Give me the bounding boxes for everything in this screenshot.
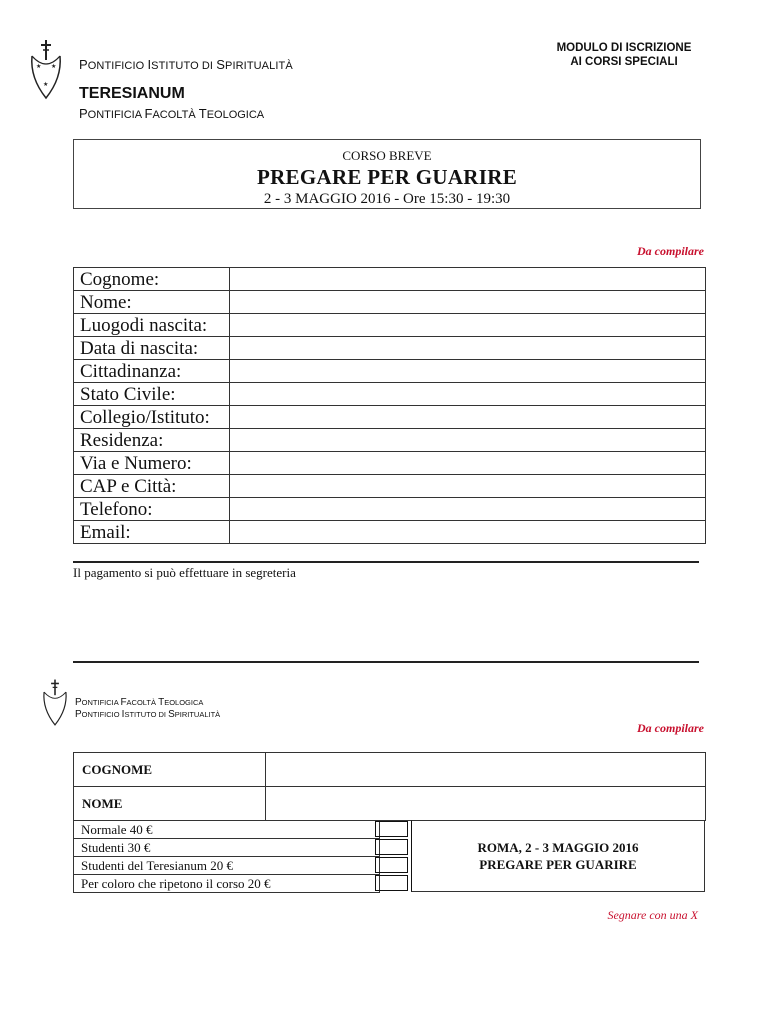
registration-row xyxy=(74,268,706,291)
field-input[interactable] xyxy=(230,406,706,429)
field-label: Nome: xyxy=(74,291,230,314)
field-input[interactable] xyxy=(230,360,706,383)
fee-option: Per coloro che ripetono il corso 20 € xyxy=(81,876,271,891)
registration-row xyxy=(74,475,706,498)
field-input[interactable] xyxy=(230,521,706,544)
slip-field-label: COGNOME xyxy=(74,753,266,787)
registration-row xyxy=(74,498,706,521)
field-input[interactable] xyxy=(230,429,706,452)
registration-row xyxy=(74,360,706,383)
field-input[interactable] xyxy=(230,475,706,498)
footer-institute-name: PONTIFICIO ISTITUTO DI SPIRITUALITÀ xyxy=(75,709,221,720)
slip-name-table xyxy=(73,752,706,821)
svg-text:★: ★ xyxy=(51,64,57,70)
footer-faculty-name: PONTIFICIA FACOLTÀ TEOLOGICA xyxy=(75,697,204,708)
carmelite-cross-emblem-icon xyxy=(40,678,70,728)
field-label: Stato Civile: xyxy=(74,383,230,406)
field-label: Telefono: xyxy=(74,498,230,521)
field-label: Residenza: xyxy=(74,429,230,452)
field-input[interactable] xyxy=(230,383,706,406)
carmelite-cross-emblem-icon xyxy=(28,38,64,102)
divider xyxy=(73,561,699,563)
payment-note: Il pagamento si può effettuare in segreteria xyxy=(73,565,296,580)
fee-option: Normale 40 € xyxy=(74,821,379,839)
slip-row xyxy=(74,787,706,821)
field-label: Luogodi nascita: xyxy=(74,314,230,337)
slip-course-title: PREGARE PER GUARIRE xyxy=(479,857,637,872)
form-title-line-1: MODULO DI ISCRIZIONE xyxy=(556,42,692,54)
registration-row xyxy=(74,429,706,452)
field-label: Via e Numero: xyxy=(74,452,230,475)
course-box xyxy=(73,139,701,209)
registration-row xyxy=(74,406,706,429)
registration-row xyxy=(74,521,706,544)
field-label: Email: xyxy=(74,521,230,544)
svg-text:★: ★ xyxy=(36,64,42,70)
divider xyxy=(73,661,699,663)
registration-table xyxy=(73,267,706,544)
field-input[interactable] xyxy=(230,314,706,337)
slip-field-input[interactable] xyxy=(266,753,706,787)
slip-place-date: ROMA, 2 - 3 MAGGIO 2016 xyxy=(477,840,639,855)
slip-row xyxy=(74,753,706,787)
field-input[interactable] xyxy=(230,291,706,314)
form-title-line-2: AI CORSI SPECIALI xyxy=(570,56,678,68)
fee-option: Studenti del Teresianum 20 € xyxy=(74,857,379,875)
fee-checkbox[interactable] xyxy=(375,875,408,891)
slip-field-label: NOME xyxy=(74,787,266,821)
fill-in-note: Da compilare xyxy=(637,721,704,735)
institute-name: PONTIFICIO ISTITUTO DI SPIRITUALITÀ xyxy=(79,57,293,72)
field-label: Cittadinanza: xyxy=(74,360,230,383)
fee-list xyxy=(73,820,380,893)
registration-row xyxy=(74,452,706,475)
faculty-name: PONTIFICIA FACOLTÀ TEOLOGICA xyxy=(79,106,265,121)
course-dates: 2 - 3 MAGGIO 2016 - Ore 15:30 - 19:30 xyxy=(263,191,511,207)
field-label: Data di nascita: xyxy=(74,337,230,360)
field-label: Collegio/Istituto: xyxy=(74,406,230,429)
field-input[interactable] xyxy=(230,498,706,521)
field-label: Cognome: xyxy=(74,268,230,291)
slip-field-input[interactable] xyxy=(266,787,706,821)
fee-checkbox[interactable] xyxy=(375,821,408,837)
field-input[interactable] xyxy=(230,452,706,475)
svg-text:★: ★ xyxy=(43,82,49,88)
fee-checkbox[interactable] xyxy=(375,839,408,855)
mark-instruction: Segnare con una X xyxy=(607,908,698,922)
field-input[interactable] xyxy=(230,337,706,360)
fill-in-note: Da compilare xyxy=(637,244,704,258)
field-label: CAP e Città: xyxy=(74,475,230,498)
fee-option: Studenti 30 € xyxy=(74,839,379,857)
form-title xyxy=(520,41,728,69)
registration-row xyxy=(74,383,706,406)
slip-course-box xyxy=(411,820,705,892)
fee-checkbox[interactable] xyxy=(375,857,408,873)
course-kind: CORSO BREVE xyxy=(342,148,432,163)
field-input[interactable] xyxy=(230,268,706,291)
registration-row xyxy=(74,314,706,337)
registration-row xyxy=(74,337,706,360)
teresianum-title: TERESIANUM xyxy=(79,85,185,102)
registration-row xyxy=(74,291,706,314)
course-title: PREGARE PER GUARIRE xyxy=(256,165,518,189)
